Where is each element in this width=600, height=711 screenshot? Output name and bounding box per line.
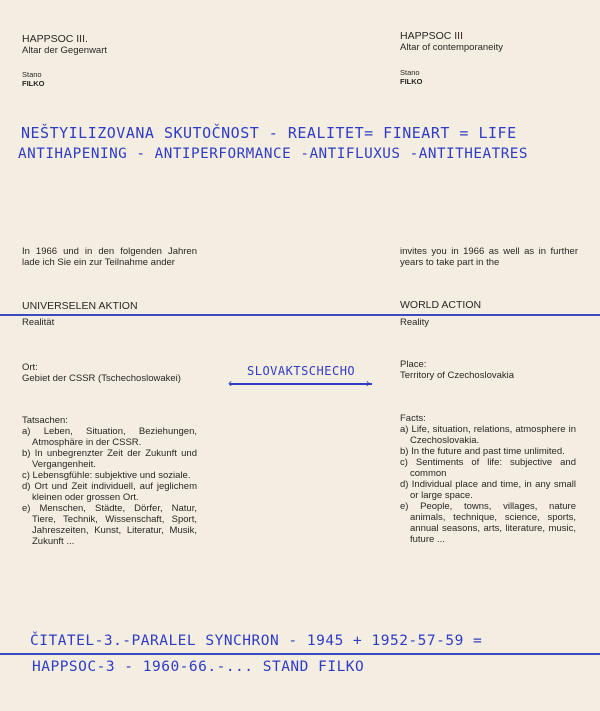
left-fact-item: c) Lebensgfühle: subjektive und soziale. xyxy=(22,470,191,481)
right-place-value: Territory of Czechoslovakia xyxy=(400,370,515,381)
left-place-label: Ort: xyxy=(22,362,38,373)
right-author-last: FILKO xyxy=(400,77,423,86)
right-fact-item: c) Sentiments of life: subjective and common xyxy=(400,457,576,479)
left-subtitle: Altar der Gegenwart xyxy=(22,45,108,56)
left-author-last: FILKO xyxy=(22,79,45,88)
right-title: HAPPSOC III xyxy=(400,30,464,42)
ink-underline-2 xyxy=(0,653,600,655)
ink-underline-1 xyxy=(0,314,600,316)
right-action-sub: Reality xyxy=(400,317,430,328)
right-header xyxy=(400,31,503,53)
handwritten-bottom-1: ČITATEL-3.-PARALEL SYNCHRON - 1945 + 1952-57-59 = xyxy=(30,633,483,649)
left-fact-item: e) Menschen, Städte, Dörfer, Natur, Tiere, Technik, Wissenschaft, Sport, Jahreszeiten, Kunst, Literatur, Musik, Zukunft ... xyxy=(22,503,197,547)
left-action-sub: Realität xyxy=(22,317,55,328)
left-author xyxy=(22,70,45,88)
right-subtitle: Altar of contemporaneity xyxy=(400,42,503,53)
left-title: HAPPSOC III. xyxy=(22,33,88,45)
right-fact-item: a) Life, situation, relations, atmosphere in Czechoslovakia. xyxy=(400,424,576,446)
left-fact-item: d) Ort und Zeit individuell, auf jeglichem kleinen oder grossen Ort. xyxy=(22,481,197,503)
left-place xyxy=(22,362,197,384)
left-place-value: Gebiet der CSSR (Tschechoslowakei) xyxy=(22,373,181,384)
left-facts xyxy=(22,415,197,547)
right-author xyxy=(400,68,423,86)
left-fact-item: a) Leben, Situation, Beziehungen, Atmosphäre in der CSSR. xyxy=(22,426,197,448)
right-fact-item: d) Individual place and time, in any small or large space. xyxy=(400,479,576,501)
handwritten-line-2: ANTIHAPENING - ANTIPERFORMANCE -ANTIFLUXUS -ANTITHEATRES xyxy=(18,146,529,162)
handwritten-slovaktschecho: SLOVAKTSCHECHO xyxy=(247,364,356,378)
right-invite: invites you in 1966 as well as in further years to take part in the xyxy=(400,246,578,268)
right-facts-label: Facts: xyxy=(400,413,426,424)
left-author-first: Stano xyxy=(22,70,42,79)
arrow-left-head-icon: ‹ xyxy=(228,376,232,390)
right-facts xyxy=(400,413,576,545)
left-facts-label: Tatsachen: xyxy=(22,415,68,426)
right-action-title: WORLD ACTION xyxy=(400,299,482,311)
left-action-title: UNIVERSELEN AKTION xyxy=(22,300,138,312)
handwritten-bottom-2: HAPPSOC-3 - 1960-66.-... STAND FILKO xyxy=(32,659,365,675)
right-place-label: Place: xyxy=(400,359,427,370)
double-arrow-icon xyxy=(230,383,372,385)
left-invite: In 1966 und in den folgenden Jahren lade ich Sie ein zur Teilnahme ander xyxy=(22,246,197,268)
left-header xyxy=(22,34,107,56)
right-fact-item: b) In the future and past time unlimited. xyxy=(400,446,565,457)
right-fact-item: e) People, towns, villages, nature animals, technique, science, sports, annual seasons, arts, literature, music, future ... xyxy=(400,501,576,545)
arrow-right-head-icon: › xyxy=(366,376,370,390)
right-place xyxy=(400,359,514,381)
right-author-first: Stano xyxy=(400,68,420,77)
left-fact-item: b) In unbegrenzter Zeit der Zukunft und Vergangenheit. xyxy=(22,448,197,470)
handwritten-line-1: NEŠTYILIZOVANA SKUTOČNOST - REALITET= FINEART = LIFE xyxy=(21,124,517,142)
